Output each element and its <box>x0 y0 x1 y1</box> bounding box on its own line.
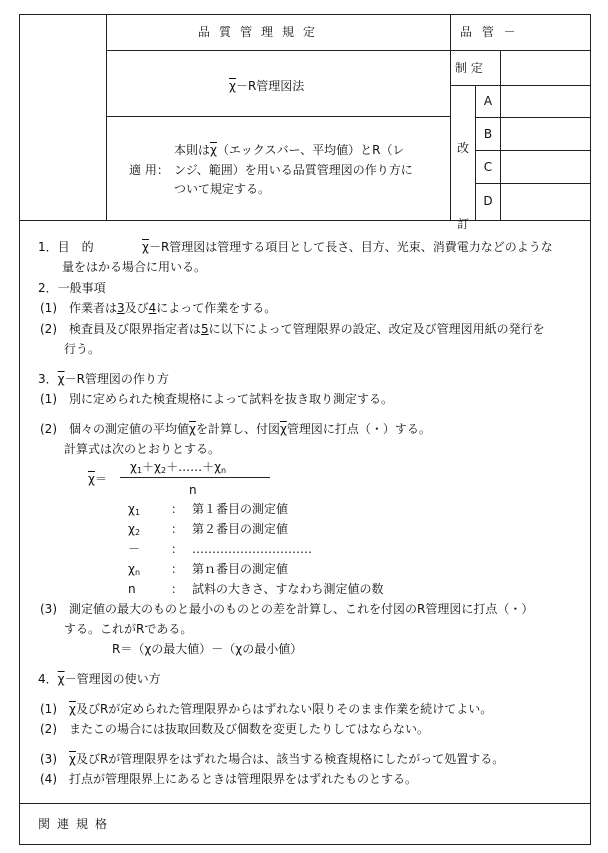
range-equation: R＝（χの最大値）－（χの最小値） <box>112 642 303 656</box>
grid-line <box>450 15 451 220</box>
section-4-item-1: (1) $\overline{\chi}$及びRが定められた管理限界からはずれない限りそのまま作業を続けてよい。 <box>40 702 493 716</box>
chart-method-name: $\overline{\chi}-R$管理図法 <box>229 79 305 93</box>
section-3-item-1: (1) 別に定められた検査規格によって試料を抜き取り測定する。 <box>40 392 394 406</box>
doc-number-label: 品 管 － <box>460 25 516 39</box>
grid-line <box>500 50 501 220</box>
doc-title: 品質管理規定 <box>198 25 325 39</box>
fraction-bar <box>120 477 270 478</box>
def-symbol: n <box>128 582 136 596</box>
section-4-item-4: (4) 打点が管理限界上にあるときは管理限界をはずれたものとする。 <box>40 772 418 786</box>
section-1-heading: 1．目 的 <box>38 240 94 254</box>
scope-line-2: ンジ、範囲）を用いる品質管理図の作り方に <box>174 163 413 177</box>
formula-denominator: n <box>189 483 197 497</box>
def-description: 第１番目の測定値 <box>192 502 289 516</box>
revised-label: 改 訂 <box>457 141 470 231</box>
def-colon: ： <box>171 562 184 576</box>
def-symbol: － <box>128 542 141 556</box>
grid-line <box>475 117 590 118</box>
section-4-item-2: (2) またこの場合には抜取回数及び個数を変更したりしてはならない。 <box>40 722 430 736</box>
grid-line <box>106 116 450 117</box>
section-1-line-1: $\overline{\chi}-R$管理図は管理する項目として長さ、目方、光束、消費電力などのような <box>142 240 553 254</box>
def-colon: ： <box>171 502 184 516</box>
grid-line <box>475 150 590 151</box>
section-3-calc-intro: 計算式は次のとおりとする。 <box>64 442 221 456</box>
def-symbol: $\chi_n$ <box>128 562 141 577</box>
rev-label-c: C <box>483 160 493 174</box>
def-description: 第２番目の測定値 <box>192 522 289 536</box>
def-colon: ： <box>171 542 184 556</box>
related-standards-label: 関連規格 <box>38 817 115 831</box>
section-1-line-2: 量をはかる場合に用いる。 <box>62 260 207 274</box>
scope-label: 適 用： <box>129 163 169 177</box>
section-2-item-2: (2) 検査員及び限界指定者は5に以下によって管理限界の設定、改定及び管理図用紙の発行を <box>40 322 545 336</box>
def-colon: ： <box>171 582 184 596</box>
scope-line-3: ついて規定する。 <box>174 182 271 196</box>
def-symbol: $\chi_1$ <box>128 502 141 517</box>
def-colon: ： <box>171 522 184 536</box>
section-4-heading: 4．$\overline{\chi}-$管理図の使い方 <box>38 672 161 686</box>
section-2-item-2-cont: 行う。 <box>64 342 101 356</box>
section-4-item-3: (3) $\overline{\chi}$及びRが管理限界をはずれた場合は、該当する検査規格にしたがって処置する。 <box>40 752 505 766</box>
def-description: 第ｎ番目の測定値 <box>192 562 289 576</box>
rev-label-b: B <box>483 127 493 141</box>
grid-line <box>20 803 590 804</box>
def-description: 試料の大きさ、すなわち測定値の数 <box>192 582 384 596</box>
grid-line <box>20 220 590 221</box>
def-symbol: $\chi_2$ <box>128 522 141 537</box>
scope-line-1: 本則は$\overline{\chi}$（エックスバー、平均値）とR（レ <box>174 143 405 157</box>
rev-label-d: D <box>483 194 493 208</box>
section-3-item-3-cont: する。これがRである。 <box>64 622 193 636</box>
formula-numerator: $\chi_1+\chi_2+\dots\dots+\chi_n$ <box>130 460 227 475</box>
section-3-item-3: (3) 測定値の最大のものと最小のものとの差を計算し、これを付図のR管理図に打点（・） <box>40 602 534 616</box>
rev-label-a: A <box>483 94 493 108</box>
section-3-heading: 3．$\overline{\chi}-R$管理図の作り方 <box>38 372 169 386</box>
section-2-item-1: (1) 作業者は3及び4によって作業をする。 <box>40 301 277 315</box>
grid-line <box>106 50 590 51</box>
def-description: ………………………… <box>192 542 312 556</box>
established-label: 制 定 <box>455 61 483 75</box>
grid-line <box>450 85 590 86</box>
formula-lhs: $\overline{\chi}=$ <box>88 472 107 486</box>
grid-line <box>475 183 590 184</box>
section-3-item-2: (2) 個々の測定値の平均値$\overline{\chi}$を計算し、付図$\overline{\chi}$管理図に打点（・）する。 <box>40 422 431 436</box>
grid-line <box>106 15 107 220</box>
section-2-heading: 2．一般事項 <box>38 281 106 295</box>
